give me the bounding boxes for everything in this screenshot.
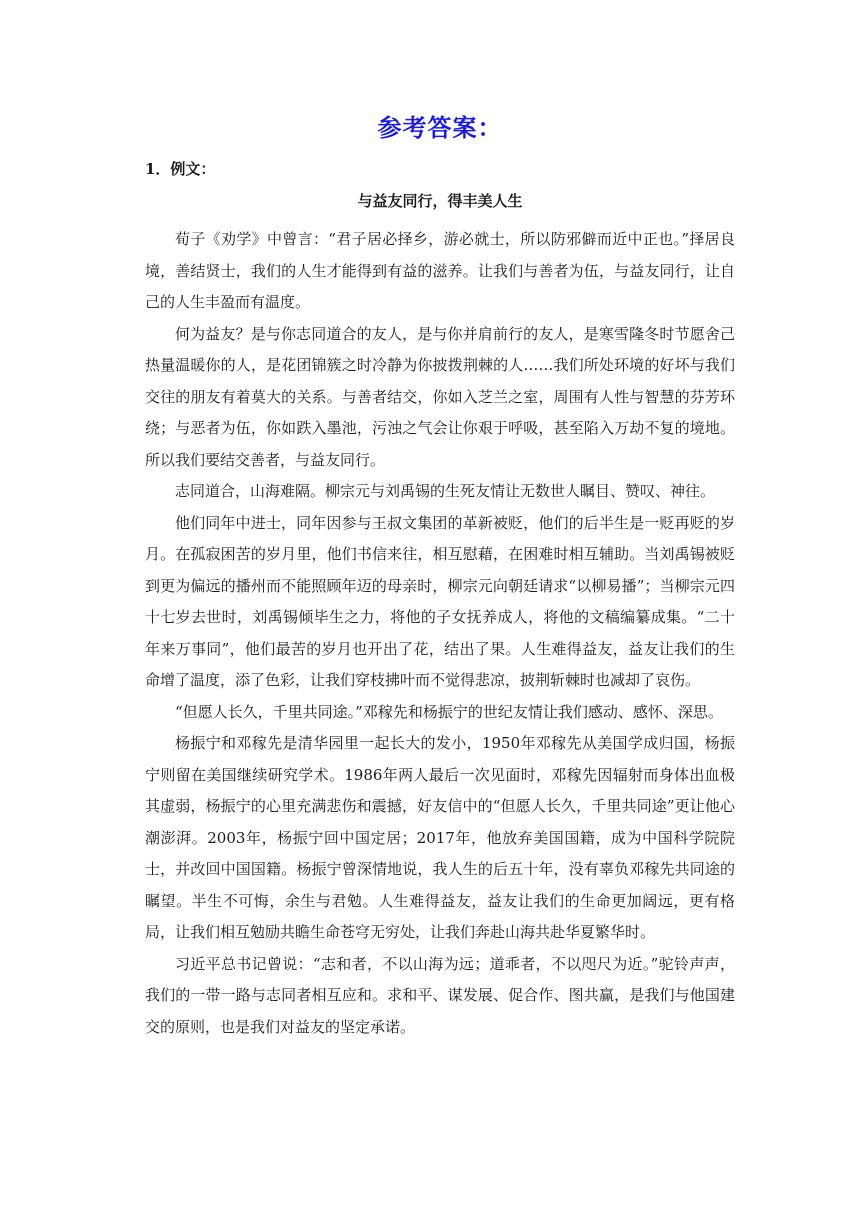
essay-body xyxy=(145,224,735,1043)
paragraph: 荀子《劝学》中曾言：“君子居必择乡，游必就士，所以防邪僻而近中正也。”择居良境，善结贤士，我们的人生才能得到有益的滋养。让我们与善者为伍，与益友同行，让自己的人生丰盈而有温度。 xyxy=(145,230,735,311)
paragraph: 志同道合，山海难隔。柳宗元与刘禹锡的生死友情让无数世人瞩目、赞叹、神往。 xyxy=(175,482,716,500)
paragraph: 杨振宁和邓稼先是清华园里一起长大的发小，1950年邓稼先从美国学成归国，杨振宁则留在美国继续研究学术。1986年两人最后一次见面时，邓稼先因辐射而身体出血极其虚弱，杨振宁的心里充满悲伤和震撼，好友信中的“但愿人长久，千里共同途”更让他心潮澎湃。2003年，杨振宁回中国定居；2017年，他放弃美国国籍，成为中国科学院院士，并改回中国国籍。杨振宁曾深情地说，我人生的后五十年，没有辜负邓稼先共同途的瞩望。半生不可悔，余生与君勉。人生难得益友，益友让我们的生命更加阔远，更有格局，让我们相互勉励共瞻生命苍穹无穷处，让我们奔赴山海共赴华夏繁华时。 xyxy=(145,734,735,941)
essay-title: 与益友同行，得丰美人生 xyxy=(357,192,523,210)
paragraph: 他们同年中进士，同年因参与王叔文集团的革新被贬，他们的后半生是一贬再贬的岁月。在孤寂困苦的岁月里，他们书信来往，相互慰藉，在困难时相互辅助。当刘禹锡被贬到更为偏远的播州而不能照顾年迈的母亲时，柳宗元向朝廷请求“以柳易播”；当柳宗元四十七岁去世时，刘禹锡倾毕生之力，将他的子女抚养成人，将他的文稿编纂成集。“二十年来万事同”，他们最苦的岁月也开出了花，结出了果。人生难得益友，益友让我们的生命增了温度，添了色彩，让我们穿枝拂叶而不觉得悲凉，披荆斩棘时也减却了哀伤。 xyxy=(145,513,735,689)
paragraph: “但愿人长久，千里共同途。”邓稼先和杨振宁的世纪友情让我们感动、感怀、深思。 xyxy=(175,702,723,721)
paragraph: 何为益友？是与你志同道合的友人，是与你并肩前行的友人，是寒雪隆冬时节愿舍己热量温暖你的人，是花团锦簇之时冷静为你披拨荆棘的人……我们所处环境的好坏与我们交往的朋友有着莫大的关系。与善者结交，你如入芝兰之室，周围有人性与智慧的芬芳环绕；与恶者为伍，你如跌入墨池，污浊之气会让你艰于呼吸，甚至陷入万劫不复的境地。所以我们要结交善者，与益友同行。 xyxy=(145,324,735,469)
paragraph: 习近平总书记曾说：“志和者，不以山海为远；道乖者，不以咫尺为近。”驼铃声声，我们的一带一路与志同者相互应和。求和平、谋发展、促合作、图共赢，是我们与他国建交的原则，也是我们对益友的坚定承诺。 xyxy=(145,954,735,1036)
answer-heading: 参考答案： xyxy=(377,113,503,142)
question-label: 1．例文： xyxy=(145,160,216,178)
